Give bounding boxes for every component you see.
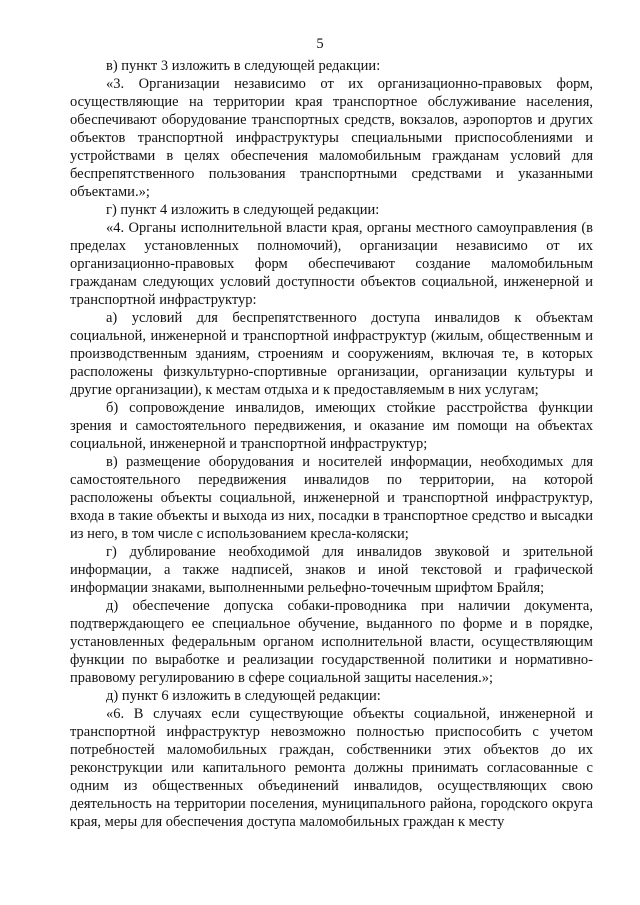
page-number: 5: [316, 36, 324, 52]
paragraph-amend-item-6-intro: д) пункт 6 изложить в следующей редакции:: [106, 688, 381, 704]
paragraph-amend-item-4-intro: г) пункт 4 изложить в следующей редакции:: [106, 202, 380, 218]
paragraph-subitem-g: г) дублирование необходимой для инвалидов звуковой и зрительной информации, а также надписей, знаков и иной текстовой и графической информации знаками, выполненными рельефно-точечным шрифтом Брайля;: [70, 544, 593, 596]
paragraph-item-3-text: «3. Организации независимо от их организационно-правовых форм, осуществляющие на территории края транспортное обслуживание населения, обеспечивают оборудование транспортных средств, вокзалов, аэропортов и других объектов транспортной инфраструктуры специальными приспособлениями и устройствами в целях обеспечения маломобильным гражданам условий для беспрепятственного пользования транспортными средствами и указанными объектами.»;: [70, 76, 593, 200]
paragraph-subitem-b: б) сопровождение инвалидов, имеющих стойкие расстройства функции зрения и самостоятельного передвижения, и оказание им помощи на объектах социальной, инженерной и транспортной инфраструктур;: [70, 400, 593, 452]
paragraph-subitem-a: а) условий для беспрепятственного доступа инвалидов к объектам социальной, инженерной и транспортной инфраструктур (жилым, общественным и производственным зданиям, строениям и сооружениям, включая те, в которых расположены физкультурно-спортивные организации, организации культуры и другие организации), к местам отдыха и к предоставляемым в них услугам;: [70, 310, 593, 398]
paragraph-subitem-d: д) обеспечение допуска собаки-проводника при наличии документа, подтверждающего ее специальное обучение, выданного по форме и в порядке, установленных федеральным органом исполнительной власти, осуществляющим функции по выработке и реализации государственной политики и нормативно-правовому регулированию в сфере социальной защиты населения.»;: [70, 598, 593, 686]
paragraph-amend-item-3-intro: в) пункт 3 изложить в следующей редакции:: [106, 58, 381, 74]
paragraph-subitem-v: в) размещение оборудования и носителей информации, необходимых для самостоятельного передвижения инвалидов по территории, на которой расположены объекты социальной, инженерной и транспортной инфраструктур, входа в такие объекты и выхода из них, посадки в транспортное средство и высадки из него, в том числе с использованием кресла-коляски;: [70, 454, 593, 542]
document-body: [70, 57, 593, 831]
paragraph-item-6-text: «6. В случаях если существующие объекты социальной, инженерной и транспортной инфраструктур невозможно полностью приспособить с учетом потребностей маломобильных граждан, собственники этих объектов до их реконструкции или капитального ремонта должны принимать согласованные с одним из общественных объединений инвалидов, осуществляющих свою деятельность на территории поселения, муниципального района, городского округа края, меры для обеспечения доступа маломобильных граждан к месту: [70, 706, 593, 830]
paragraph-item-4-text: «4. Органы исполнительной власти края, органы местного самоуправления (в пределах установленных полномочий), организации независимо от их организационно-правовых форм обеспечивают создание маломобильным гражданам следующих условий доступности объектов социальной, инженерной и транспортной инфраструктур:: [70, 220, 593, 308]
